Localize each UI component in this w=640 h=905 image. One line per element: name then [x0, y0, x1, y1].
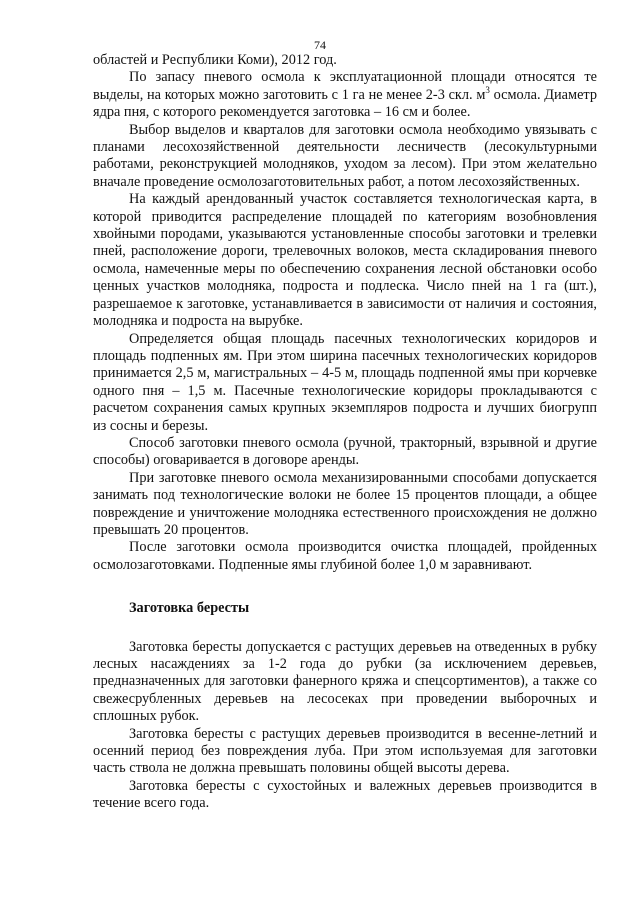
- section-heading: Заготовка бересты: [129, 600, 250, 617]
- paragraph-site-cleanup: После заготовки осмола производится очистка площадей, пройденных осмолозаготовками. Подпенные ямы глубиной более 1,0 м заравнивают.: [93, 539, 597, 573]
- paragraph-birch-bark-deadwood: Заготовка бересты с сухостойных и валежных деревьев производится в течение всего года.: [93, 777, 597, 812]
- paragraph-stump-resin-reserve: [93, 69, 597, 121]
- page-number: 74: [314, 38, 326, 52]
- paragraph-technological-map: На каждый арендованный участок составляется технологическая карта, в которой приводится распределение площадей по категориям возобновления хвойными породами, указываются установленные способы заготовки и трелевки пней, расположение дороги, трелевочных волоков, места складирования пневого осмола, намеченные меры по обеспечению сохранения лесной обстановки особо ценных участков молодняка, подроста и подлеска. Число пней на 1 га (шт.), разрешаемое к заготовке, устанавливается в зависимости от наличия и состояния, молодняка и подроста на вырубке.: [93, 191, 597, 330]
- superscript-cubic: 3: [485, 84, 490, 95]
- paragraph-birch-bark-season: Заготовка бересты с растущих деревьев производится в весенне-летний и осенний период без повреждения луба. При этом используемая для заготовки часть ствола не должна превышать половины общей высоты дерева.: [93, 725, 597, 777]
- paragraph-harvest-method: Способ заготовки пневого осмола (ручной, тракторный, взрывной и другие способы) оговаривается в договоре аренды.: [93, 434, 597, 469]
- paragraph-plot-selection: Выбор выделов и кварталов для заготовки осмола необходимо увязывать с планами лесохозяйственной деятельности лесничеств (лесокультурными работами, реконструкцией молодняков, уходом за лесом). При этом желательно вначале проведение осмолозаготовительных работ, а потом лесохозяйственных.: [93, 121, 597, 190]
- paragraph-corridor-area: Определяется общая площадь пасечных технологических коридоров и площадь подпенных ям. При этом ширина пасечных технологических коридоров принимается 2,5 м, магистральных – 4-5 м, площадь подпенной ямы при корчевке одного пня – 1,5 м. Пасечные технологические коридоры прокладываются с расчетом сохранения самых крупных экземпляров подроста и лучших биогрупп из сосны и березы.: [93, 330, 597, 434]
- paragraph-text: По запасу пневого осмола к эксплуатационной площади относятся те выделы, на которых можно заготовить с 1 га не менее 2-3 скл. м: [93, 69, 597, 103]
- paragraph-mechanized-harvest: При заготовке пневого осмола механизированными способами допускается занимать под технологические волоки не более 15 процентов площади, а общее повреждение и уничтожение молодняка естественного происхождения не должно превышать 20 процентов.: [93, 469, 597, 538]
- paragraph-continuation: областей и Республики Коми), 2012 год.: [93, 52, 337, 68]
- document-body: [93, 52, 597, 813]
- paragraph-text-tail: осмола. Диаметр ядра пня, с которого рекомендуется заготовка – 16 см и более.: [93, 86, 597, 121]
- paragraph-birch-bark-allowed: Заготовка бересты допускается с растущих деревьев на отведенных в рубку лесных насаждениях за 1-2 года до рубки (за исключением деревьев, предназначенных для заготовки фанерного кряжа и спецсортиментов), а также со свежесрубленных деревьев на лесосеках при проведении выборочных и сплошных рубок.: [93, 638, 597, 725]
